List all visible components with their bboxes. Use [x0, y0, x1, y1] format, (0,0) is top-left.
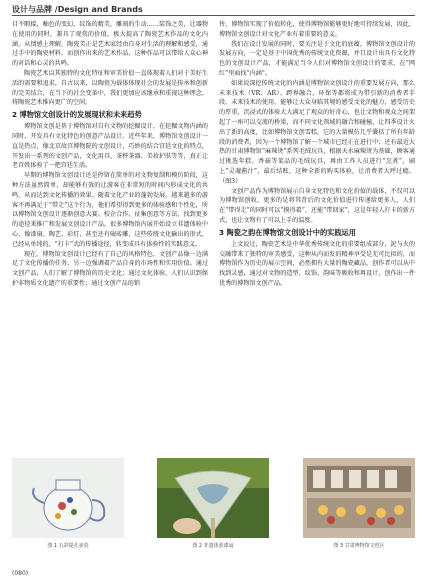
page-number: (080) [12, 570, 29, 577]
paragraph: 博物馆文创是基于博物馆对自有文物的挖掘设计，在挖掘文物内涵的同时，开发具有文化特色的创意产品设计。近些年来，博物馆文创设计一直是热点，像北京故宫博物院的文创设计，巧妙的结合宫廷文化的特点，开发出一系列的文创产品，文化用具、茶杯茶器、美妆护肤等等，真正让老百姓体验了一把宫廷生活。 [12, 123, 208, 170]
figure-row [12, 458, 415, 558]
figure-caption: 图 3 甘肃博物馆文创区 [333, 543, 385, 549]
paragraph: 文创产品作为博物馆展示自身文化特色和文化价值的载体，不仅可以为博物馆创收，更多的是将其背后的文化价值进行传递给更多人，人们在“带得走”的同时可以“摸得着”，还能“带回家”，这是年轻人打卡的新方式，也让文物有了可以上手的温度。 [219, 187, 415, 224]
lacquer-fan-image [157, 458, 269, 538]
figure-3 [303, 458, 415, 548]
paragraph: 上文说过，陶瓷艺术是中华优秀传统文化的重要组成部分，泥与火的交融带来了独特的审美感受，这种从内而发的精神享受是无可比拟的，而博物馆作为历史的展示空间，必然拥有大量的陶瓷藏品，创作者可以从中找到灵感，通过对文物的造型、纹饰、韵味等吸收和再设计，创作出一件优秀的博物馆文创产品。 [219, 240, 415, 287]
paragraph: 现在，博物馆文创设计已经有了自己的风格特色，文创产品像一边满足了文化传播的任务，另一边强调着产品自身的市场性和实用价值。通过文创产品，人们了解了博物馆的历史文化；通过文化体验，人们认识到保护非物质文化遗产的重要性；通过文创产品的销 [12, 250, 208, 287]
figure-caption: 图 2 非遗体验漆扇 [192, 543, 234, 549]
left-column [12, 20, 208, 289]
figure-2 [157, 458, 269, 548]
teapot-image [12, 458, 124, 538]
figure-caption: 图 1 五彩提孔壶瓷 [47, 543, 89, 549]
header-rule [12, 15, 415, 16]
right-column [219, 20, 415, 289]
running-header: 设计与品牌 /Design and Brands [12, 5, 143, 14]
museum-shop-image [303, 458, 415, 538]
figure-1 [12, 458, 124, 548]
section-heading: 2 博物馆文创设计的发展现状和未来趋势 [12, 110, 142, 120]
paragraph: 售，博物馆实现了价值转化，使得博物馆能够更好地可持续发展，因此，博物馆文创设计对文化产业有着重要的意义。 [219, 21, 415, 38]
section-heading: 3 陶瓷之韵在博物馆文创设计中的实践运用 [219, 227, 356, 237]
paragraph: 早期的博物馆文创设计还是停留在简单的对文物复制和模仿阶段，这种方法虽然简单，却能够有效的让游客在非常短的时间内形成文化的共鸣，从而达到文化传播的效果。随着文化产业的蓬勃发展，越来越多的游客不再满足于“带走”这个行为，他们希望得到更多的体验感和个性化，所以博物馆文创设计逐渐创意大赛、校企合作、征集创意等方法，找到更多的途径来推广和发展文创设计产品。很多博物馆内展开始设立非遗体验中心，像漆扇、陶艺、彩灯，甚至还有砚砖雕，这些传统文化输出的形式，已经从单纯的、“打卡”式的传播途径，转变成具有体验性的实践意义。 [12, 172, 208, 248]
paragraph: 我们在设计发展的同时，要关注是于文化的底蕴，博物馆文创设计的发展方向，一定是基于中国优秀的传统文化资源，并且设计出具有文化特色的文创设计产品，才能满足当今人们对博物馆文创设计的要求，在“网红”里面找“内涵”。 [219, 40, 415, 77]
paragraph: 目不暇接，釉色的变幻，纹饰的精美，雕刻的生动……装饰之美，让器物在使用的同时，兼具了观赏的价值，极大提高了陶瓷艺术作品的文化内涵，从情感上理解，陶瓷美正是艺术家经由自身对生活的理解和感受，通过手中的陶瓷材料，而创作出来的艺术作品，这种作品可以带给人众心神的对话和心灵的共鸣。 [12, 21, 208, 68]
paragraph: 陶瓷艺术以其独特的文化特征和审美价值一直体现着人们对于美好生活的需要和追求，自古以来，以陶瓷为载体体现社会的发展是传承和创新的完美结合，在当下的社会变革中，我们更加应该继承和重视这种理念，将陶瓷艺术推向更广的空间。 [12, 69, 208, 107]
paragraph: 如果说深挖传统文化的内涵是博物馆文创设计的重要发展方向，那么未来技术（VR、AR）、跨界融合、环保等都将成为带引新的消费者手段。未来技术的使用，能够让大众身临其境的感受文化的魅力，感受历史的厚重，沉浸式的体验大大满足了观众的好奇心，也让文物和观众之间架起了一座可以交流的桥梁，而不同文化领域的融合和碰撞，让四季设计火出了新的高度，比如博物馆文创雪糕，它的大量模仿几乎囊括了所有年龄段的消费者，因为一个博物馆了解一个城市已经正在进行中；还有最近大热的甘肃博物馆“麻辣烫”系列毛绒玩具，根据天水麻辣烫为基础，顾客通过挑选年糕、香菇等菜品的毛绒玩具，再由工作人员进行“烹煮”，刷上“灵魂酱汁”，最后结账，这种全新的购买体验，让消费者大呼过瘾。（图3） [219, 79, 415, 185]
